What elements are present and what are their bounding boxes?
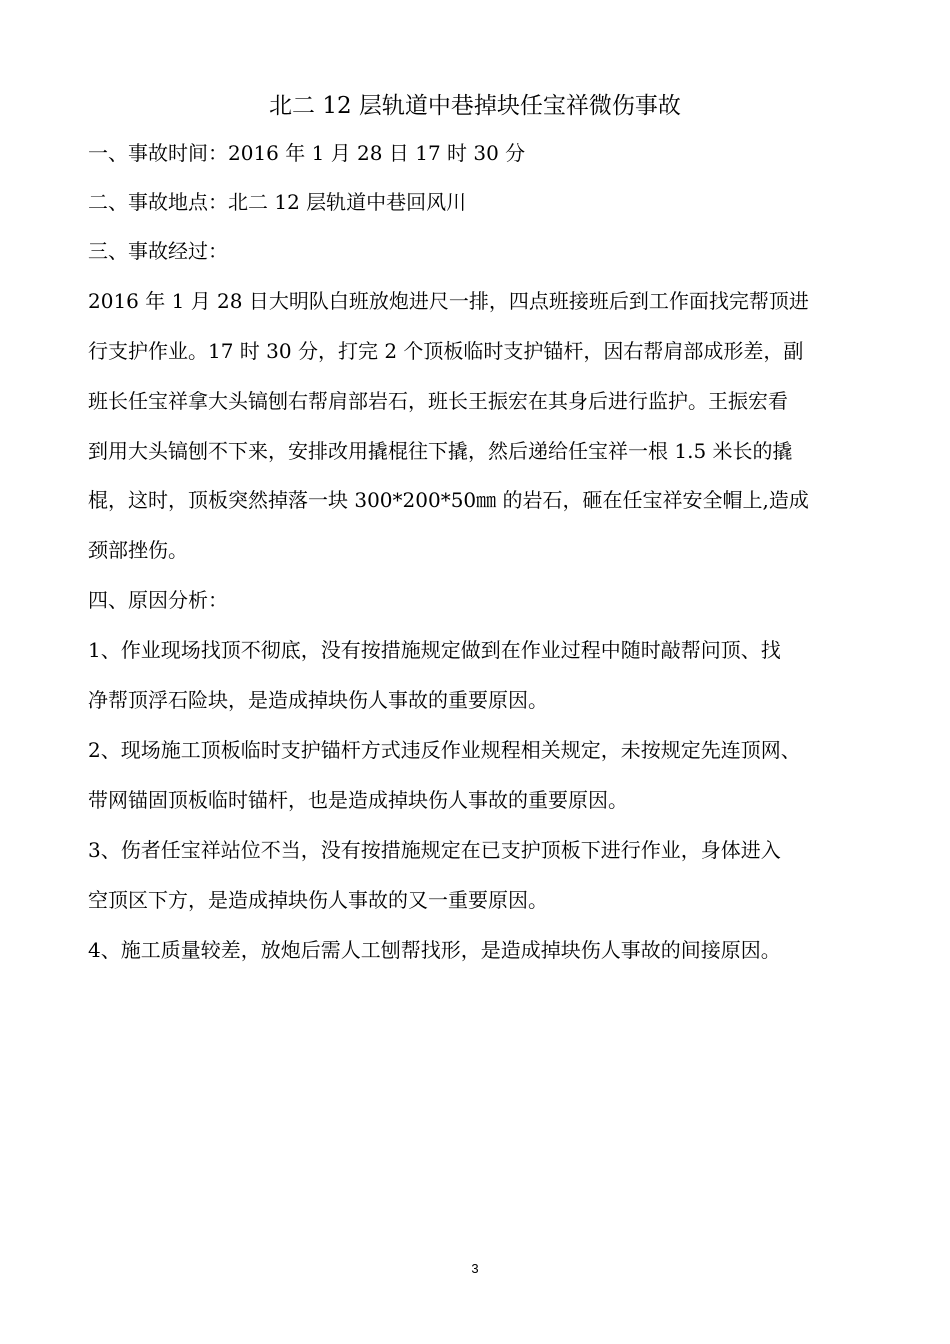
cause-item-line: 1、作业现场找顶不彻底，没有按措施规定做到在作业过程中随时敲帮问顶、找 — [88, 638, 781, 662]
cause-item-line: 带网锚固顶板临时锚杆，也是造成掉块伤人事故的重要原因。 — [88, 788, 628, 812]
accident-location-line: 二、事故地点：北二 12 层轨道中巷回风川 — [88, 190, 467, 214]
cause-item-line: 空顶区下方，是造成掉块伤人事故的又一重要原因。 — [88, 888, 548, 912]
process-paragraph-line: 2016 年 1 月 28 日大明队白班放炮进尺一排，四点班接班后到工作面找完帮顶进 — [88, 289, 809, 313]
document-title: 北二 12 层轨道中巷掉块任宝祥微伤事故 — [269, 93, 681, 119]
process-paragraph-line: 棍，这时，顶板突然掉落一块 300*200*50㎜ 的岩石，砸在任宝祥安全帽上,造成 — [88, 488, 809, 512]
cause-item-line: 3、伤者任宝祥站位不当，没有按措施规定在已支护顶板下进行作业，身体进入 — [88, 838, 781, 862]
process-paragraph-line: 颈部挫伤。 — [88, 538, 188, 562]
process-paragraph-line: 行支护作业。17 时 30 分，打完 2 个顶板临时支护锚杆，因右帮肩部成形差，副 — [88, 339, 804, 363]
cause-item-line: 净帮顶浮石险块，是造成掉块伤人事故的重要原因。 — [88, 688, 548, 712]
accident-process-heading: 三、事故经过： — [88, 239, 228, 263]
process-paragraph-line: 到用大头镐刨不下来，安排改用撬棍往下撬，然后递给任宝祥一根 1.5 米长的撬 — [88, 439, 793, 463]
cause-item-line: 4、施工质量较差，放炮后需人工刨帮找形，是造成掉块伤人事故的间接原因。 — [88, 938, 781, 962]
cause-analysis-heading: 四、原因分析： — [88, 588, 228, 612]
process-paragraph-line: 班长任宝祥拿大头镐刨右帮肩部岩石，班长王振宏在其身后进行监护。王振宏看 — [88, 389, 788, 413]
accident-time-line: 一、事故时间：2016 年 1 月 28 日 17 时 30 分 — [88, 141, 526, 165]
cause-item-line: 2、现场施工顶板临时支护锚杆方式违反作业规程相关规定，未按规定先连顶网、 — [88, 738, 801, 762]
page-number: 3 — [471, 1261, 479, 1276]
